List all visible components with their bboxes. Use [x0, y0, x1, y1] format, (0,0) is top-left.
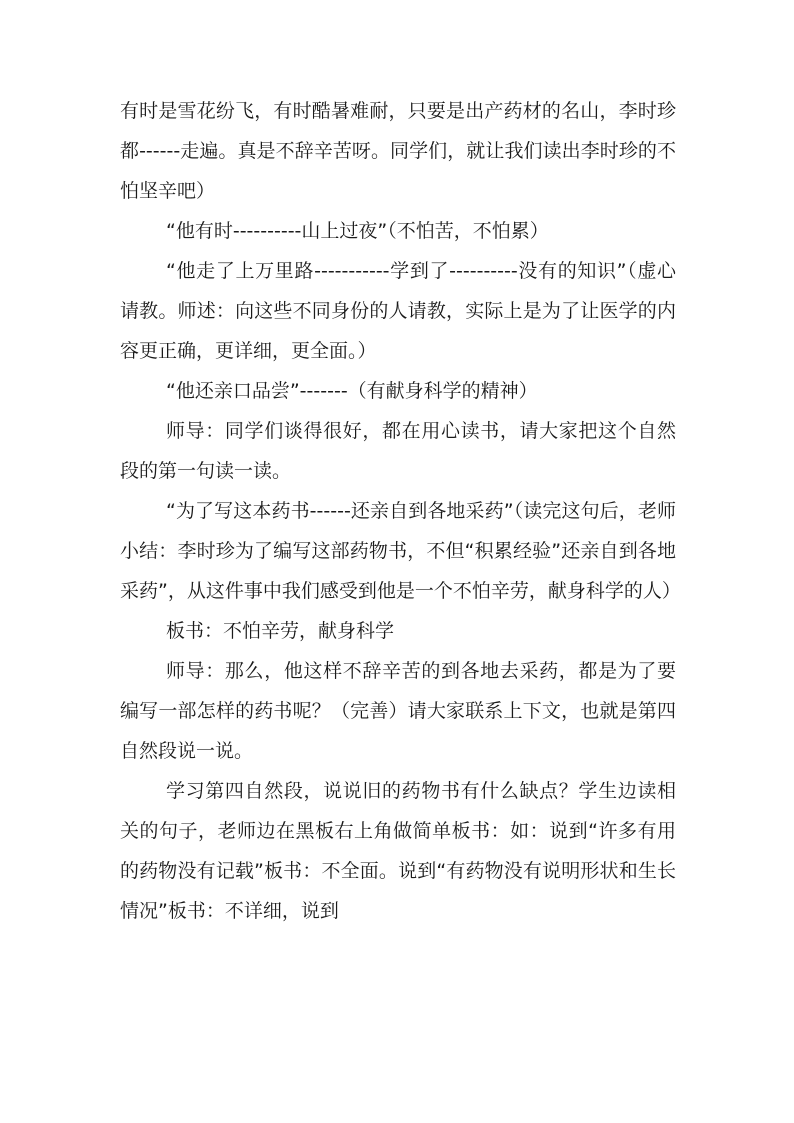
paragraph: 师导：那么，他这样不辞辛苦的到各地去采药，都是为了要编写一部怎样的药书呢？（完善）请大家联系上下文，也就是第四自然段说一说。	[120, 660, 676, 762]
paragraph: 有时是雪花纷飞，有时酷暑难耐，只要是出产药材的名山，李时珍都------走遍。真是不辞辛苦呀。同学们，就让我们读出李时珍的不怕坚辛吧）	[120, 100, 676, 202]
blackboard-note: 板书：不怕辛劳，献身科学	[166, 620, 395, 642]
paragraph: 师导：同学们谈得很好，都在用心读书，请大家把这个自然段的第一句读一读。	[120, 420, 676, 482]
paragraph: “为了写这本药书------还亲自到各地采药”（读完这句后，老师小结：李时珍为了编写这部药物书，不但“积累经验”还亲自到各地采药”，从这件事中我们感受到他是一个不怕辛劳，献身科学的人）	[120, 500, 681, 602]
paragraph: “他走了上万里路-----------学到了----------没有的知识”（虚心请教。师述：向这些不同身份的人请教，实际上是为了让医学的内容更正确，更详细，更全面。）	[120, 260, 676, 362]
paragraph: “他有时----------山上过夜”（不怕苦，不怕累）	[166, 220, 549, 242]
document-body	[120, 91, 681, 931]
paragraph: “他还亲口品尝”-------（有献身科学的精神）	[166, 380, 538, 402]
paragraph: 学习第四自然段，说说旧的药物书有什么缺点？学生边读相关的句子，老师边在黑板右上角做简单板书：如：说到“许多有用的药物没有记载”板书：不全面。说到“有药物没有说明形状和生长情况”板书：不详细，说到	[120, 780, 676, 922]
